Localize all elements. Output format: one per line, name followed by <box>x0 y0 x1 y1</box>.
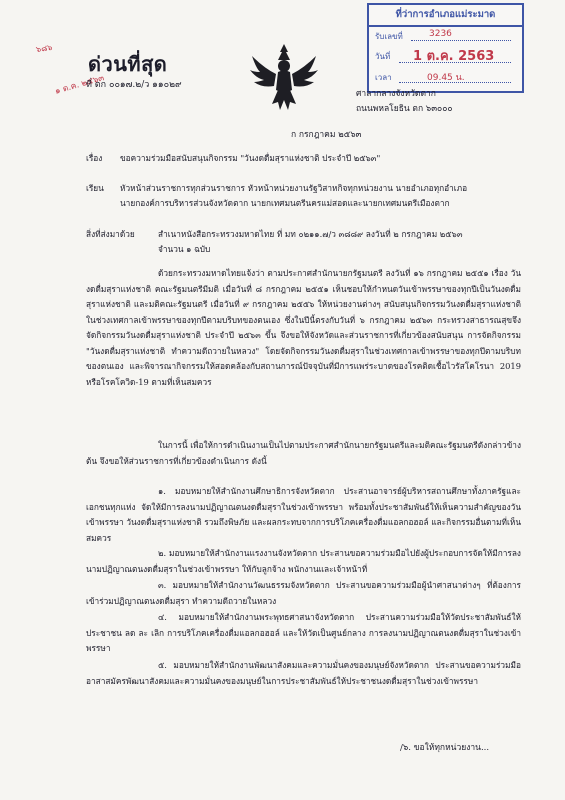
stamp-line <box>411 40 511 41</box>
stamp-date-label: วันที่ <box>375 52 391 61</box>
sender-line-1: ศาลากลางจังหวัดตาก <box>356 89 436 99</box>
recipient-line-1: หัวหน้าส่วนราชการทุกส่วนราชการ หัวหน้าหน่วยงานรัฐวิสาหกิจทุกหน่วยงาน นายอำเภอทุกอำเภอ <box>120 183 468 193</box>
urgency-heading: ด่วนที่สุด <box>88 52 168 76</box>
body-list-item: ๒. มอบหมายให้สำนักงานแรงงานจังหวัดตาก ประสานขอความร่วมมือไปยังผู้ประกอบการจัดให้มีการลงนามปฏิญาณตนงดดื่มสุราในช่วงเข้าพรรษา ให้กับลูกจ้าง พนักงานและเจ้าหน้าที่ <box>86 548 521 574</box>
handwritten-date: ๑ ต.ค. ๒๕๖๓ <box>53 73 106 97</box>
stamp-time-label: เวลา <box>375 73 392 82</box>
body-list-item: ๑. มอบหมายให้สำนักงานศึกษาธิการจังหวัดตาก ประสานอาจารย์ผู้บริหารสถานศึกษาทั้งภาครัฐและเอกชนทุกแห่ง จัดให้มีการลงนามปฏิญาณตนงดดื่มสุราในช่วงเข้าพรรษา พร้อมทั้งประชาสัมพันธ์ให้เห็นความสำคัญของวันเข้าพรรษา วันงดดื่มสุราแห่งชาติ รวมถึงพิษภัย และผลกระทบจากการบริโภคเครื่องดื่มแอลกอฮอล์ และกิจกรรมอื่นตามที่เห็นสมควร <box>86 486 521 543</box>
stamp-received-no-label: รับเลขที่ <box>375 32 403 41</box>
recipient-label: เรียน <box>86 183 104 193</box>
body-paragraph: ด้วยกระทรวงมหาดไทยแจ้งว่า ตามประกาศสำนักนายกรัฐมนตรี ลงวันที่ ๑๖ กรกฎาคม ๒๕๕๑ เรื่อง วันงดดื่มสุราแห่งชาติ คณะรัฐมนตรีมีมติ เมื่อวันที่ ๘ กรกฎาคม ๒๕๕๑ เห็นชอบให้กำหนดวันเข้าพรรษาของทุกปีเป็นวันงดดื่มสุราแห่งชาติ และมติคณะรัฐมนตรี เมื่อวันที่ ๙ กรกฎาคม ๒๕๕๖ ให้หน่วยงานต่างๆ สนับสนุนกิจกรรมวันงดดื่มสุราแห่งชาติในช่วงเทศกาลเข้าพรรษาของทุกปีตามบริบทของตนเอง ซึ่งในปีนี้ตรงกับวันที่ ๖ กรกฎาคม ๒๕๖๓ กระทรวงสาธารณสุขจึงจัดกิจกรรมวันงดดื่มสุราแห่งชาติ ประจำปี ๒๕๖๓ ขึ้น จึงขอให้จังหวัดและส่วนราชการที่เกี่ยวข้องสนับสนุน การจัดกิจกรรม "วันงดดื่มสุราแห่งชาติ ทำความดีถวายในหลวง" โดยจัดกิจกรรมวันงดดื่มสุราในช่วงเทศกาลเข้าพรรษาของทุกปีตามบริบทของตนเอง และพิจารณากิจกรรมให้สอดคล้องกับสถานการณ์ปัจจุบันที่มีการแพร่ระบาดของโรคติดเชื้อไวรัสโคโรนา 2019 หรือโรคโควิด-19 ตามที่เห็นสมควร <box>86 268 521 387</box>
body-list-item: ๓. มอบหมายให้สำนักงานวัฒนธรรมจังหวัดตาก ประสานขอความร่วมมือผู้นำศาสนาต่างๆ ที่ต้องการเข้าร่วมปฏิญาณตนงดดื่มสุรา ทำความดีถวายในหลวง <box>86 580 521 606</box>
attachment-line-1: สำเนาหนังสือกระทรวงมหาดไทย ที่ มท ๐๒๑๑.๗/ว ๓๘๘๙ ลงวันที่ ๒ กรกฎาคม ๒๕๖๓ <box>158 229 463 239</box>
stamp-date: 1 ต.ค. 2563 <box>413 49 495 64</box>
receipt-stamp <box>367 3 524 93</box>
recipient-line-2: นายกองค์การบริหารส่วนจังหวัดตาก นายกเทศมนตรีนครแม่สอดและนายกเทศมนตรีเมืองตาก <box>120 198 450 208</box>
body-list-item: ๔. มอบหมายให้สำนักงานพระพุทธศาสนาจังหวัดตาก ประสานความร่วมมือให้วัดประชาสัมพันธ์ให้ประชาชน ลด ละ เลิก การบริโภคเครื่องดื่มแอลกอฮอล์ และให้วัดเป็นศูนย์กลาง การลงนามปฏิญาณตนงดดื่มสุราในช่วงเข้าพรรษา <box>86 612 521 653</box>
attachment-label: สิ่งที่ส่งมาด้วย <box>86 229 135 239</box>
attachment-line-2: จำนวน ๑ ฉบับ <box>158 244 211 254</box>
body-paragraph: ในการนี้ เพื่อให้การดำเนินงานเป็นไปตามประกาศสำนักนายกรัฐมนตรีและมติคณะรัฐมนตรีดังกล่าวข้างต้น จึงขอให้ส่วนราชการที่เกี่ยวข้องดำเนินการ ดังนี้ <box>86 440 521 466</box>
garuda-emblem <box>250 42 318 112</box>
handwritten-note: ๖๘๖ <box>35 42 53 55</box>
document-date: ก กรกฎาคม ๒๕๖๓ <box>291 130 362 140</box>
subject-text: ขอความร่วมมือสนับสนุนกิจกรรม "วันงดดื่มสุราแห่งชาติ ประจำปี ๒๕๖๓" <box>120 153 381 163</box>
body-list-item: ๕. มอบหมายให้สำนักงานพัฒนาสังคมและความมั่นคงของมนุษย์จังหวัดตาก ประสานขอความร่วมมืออาสาสมัครพัฒนาสังคมและความมั่นคงของมนุษย์ในการประชาสัมพันธ์ให้ประชาชนงดดื่มสุราในช่วงเข้าพรรษา <box>86 660 521 686</box>
stamp-title: ที่ว่าการอำเภอแม่ระมาด <box>369 5 522 27</box>
stamp-time: 09.45 น. <box>427 73 465 83</box>
subject-label: เรื่อง <box>86 153 103 163</box>
sender-line-2: ถนนพหลโยธิน ตก ๖๓๐๐๐ <box>356 104 453 114</box>
stamp-received-no: 3236 <box>429 29 452 39</box>
continuation-note: /๖. ขอให้ทุกหน่วยงาน... <box>400 743 490 753</box>
document-number: ที่ ตก ๐๐๑๗.๒/ว ๑๑๐๒๙ <box>86 80 182 90</box>
